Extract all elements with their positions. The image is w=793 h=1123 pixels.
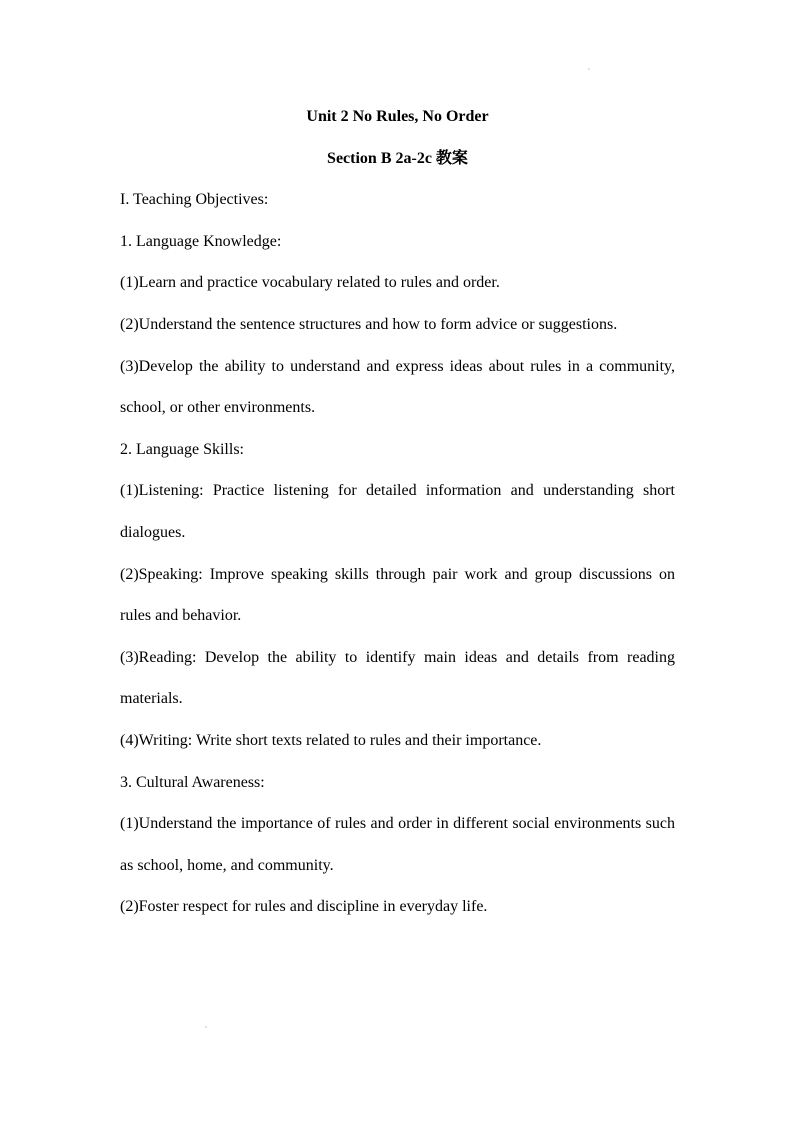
objective-item: (3)Develop the ability to understand and express ideas about rules in a community, school, or other environments. <box>120 357 675 417</box>
objective-item: (2)Foster respect for rules and discipline in everyday life. <box>120 898 488 916</box>
document-body <box>120 96 675 928</box>
subheading-language-skills: 2. Language Skills: <box>120 440 244 458</box>
subheading-language-knowledge: 1. Language Knowledge: <box>120 232 282 250</box>
objective-item: (3)Reading: Develop the ability to identify main ideas and details from reading materials. <box>120 648 675 708</box>
objective-item: (2)Speaking: Improve speaking skills through pair work and group discussions on rules and behavior. <box>120 565 675 625</box>
subheading-cultural-awareness: 3. Cultural Awareness: <box>120 773 265 791</box>
objective-item: (2)Understand the sentence structures and how to form advice or suggestions. <box>120 315 618 333</box>
scan-speck <box>588 68 590 70</box>
section-heading-teaching-objectives: I. Teaching Objectives: <box>120 191 269 209</box>
scan-speck <box>205 1026 207 1028</box>
document-subtitle: Section B 2a-2c 教案 <box>327 149 468 167</box>
objective-item: (4)Writing: Write short texts related to rules and their importance. <box>120 731 542 749</box>
objective-item: (1)Learn and practice vocabulary related to rules and order. <box>120 274 500 292</box>
document-title: Unit 2 No Rules, No Order <box>306 108 489 125</box>
objective-item: (1)Listening: Practice listening for detailed information and understanding short dialogues. <box>120 482 675 541</box>
objective-item: (1)Understand the importance of rules and order in different social environments such as school, home, and community. <box>120 815 675 874</box>
